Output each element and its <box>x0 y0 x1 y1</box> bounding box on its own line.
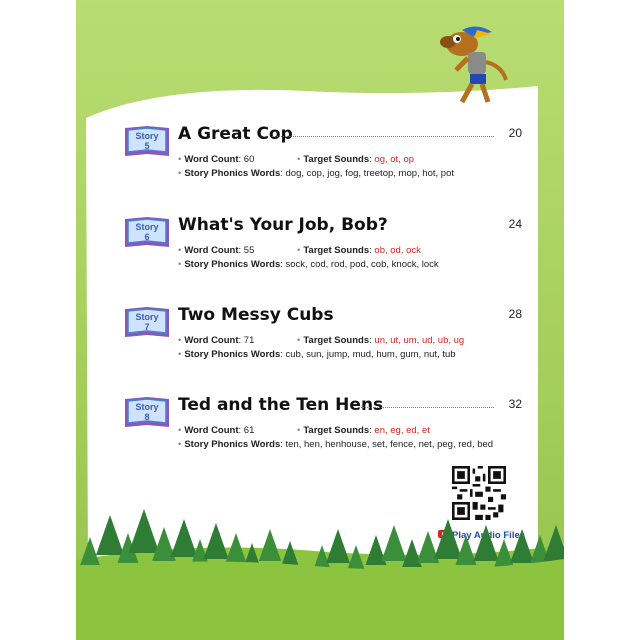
pine-tree <box>96 515 124 555</box>
dog-mascot-illustration <box>432 22 512 108</box>
pine-tree <box>226 533 247 563</box>
story-entry-6[interactable] <box>122 213 522 273</box>
story-book-badge-icon <box>122 303 172 341</box>
pine-tree <box>381 525 406 561</box>
story-book-badge-icon <box>122 393 172 431</box>
pine-tree <box>348 545 365 569</box>
pine-tree <box>510 529 534 563</box>
play-audio-link[interactable]: Play Files <box>438 530 525 541</box>
leader-dots <box>358 407 494 408</box>
svg-text:7: 7 <box>144 322 150 332</box>
story-entry-7[interactable] <box>122 303 522 363</box>
svg-text:8: 8 <box>144 412 150 422</box>
story-phonics-line: • Story Phonics Words: dog, cop, jog, fog, treetop, mop, hot, pot <box>178 168 454 179</box>
pine-tree <box>281 541 299 567</box>
story-title: A Great Cop <box>178 124 293 144</box>
pine-tree <box>326 529 350 563</box>
story-stats-line: • Word Count: 55 • Target Sounds: ob, od, ock <box>178 245 421 256</box>
page-number: 28 <box>508 307 522 321</box>
pine-tree <box>129 509 160 553</box>
story-book-badge-icon <box>122 122 172 160</box>
story-phonics-line: • Story Phonics Words: ten, hen, henhouse, set, fence, net, peg, red, bed <box>178 439 494 450</box>
pine-tree <box>259 529 281 561</box>
grass-hill <box>76 559 564 640</box>
story-stats-line: • Word Count: 71 • Target Sounds: un, ut, um, ud, ub, ug <box>178 335 465 346</box>
pine-tree <box>314 545 331 569</box>
story-title: What's Your Job, Bob? <box>178 215 388 235</box>
story-book-badge-icon <box>122 213 172 251</box>
story-phonics-line: • Story Phonics Words: sock, cod, rod, pod, cob, knock, lock <box>178 259 439 270</box>
pine-tree <box>473 525 498 561</box>
svg-text:Story: Story <box>135 131 159 141</box>
svg-text:Story: Story <box>135 402 159 412</box>
pine-trees-illustration <box>76 495 564 640</box>
svg-text:Story: Story <box>135 312 159 322</box>
pine-tree <box>171 519 198 557</box>
page-number: 20 <box>508 126 522 140</box>
pine-tree <box>80 537 100 565</box>
story-phonics-line: • Story Phonics Words: cub, sun, jump, mud, hum, gum, nut, tub <box>178 349 456 360</box>
story-entry-8[interactable] <box>122 393 522 453</box>
story-stats-line: • Word Count: 61 • Target Sounds: en, eg, ed, et <box>178 425 430 436</box>
story-title: Ted and the Ten Hens <box>178 395 384 415</box>
svg-text:Story: Story <box>135 222 159 232</box>
svg-text:5: 5 <box>144 141 150 151</box>
story-stats-line: • Word Count: 60 • Target Sounds: og, ot, op <box>178 154 415 165</box>
leader-dots <box>272 136 494 137</box>
pine-tree <box>543 525 564 561</box>
story-entry-5[interactable] <box>122 122 522 182</box>
page-number: 24 <box>508 217 522 231</box>
pine-tree <box>203 523 228 559</box>
page-number: 32 <box>508 397 522 411</box>
story-title: Two Messy Cubs <box>178 305 334 325</box>
svg-text:6: 6 <box>144 232 150 242</box>
pine-tree <box>434 519 462 559</box>
